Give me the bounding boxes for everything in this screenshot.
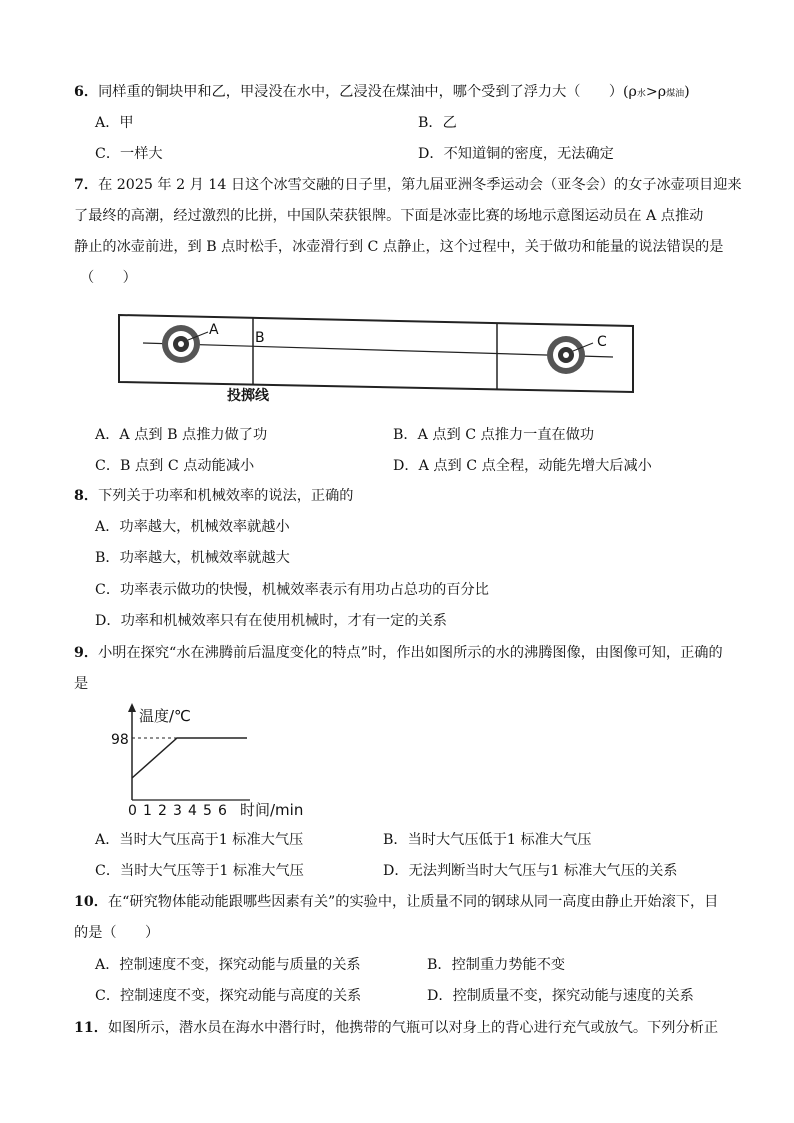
q9-text-1: 小明在探究“水在沸腾前后温度变化的特点”时，作出如图所示的水的沸腾图像，由图像可知，正确的 bbox=[98, 645, 723, 661]
q7-number: 7． bbox=[74, 177, 99, 193]
x-axis-label: 时间/min bbox=[240, 801, 304, 819]
q7-stem-line1 bbox=[74, 175, 742, 195]
q6-option-a[interactable]: A．甲 bbox=[95, 115, 134, 131]
q10-number: 10． bbox=[74, 894, 108, 910]
q6-rho-water-sub: 水 bbox=[636, 89, 646, 99]
y-axis-label: 温度/℃ bbox=[139, 707, 191, 725]
x-tick-5: 5 bbox=[203, 803, 212, 819]
q7-option-d[interactable]: D．A 点到 C 点全程，动能先增大后减小 bbox=[393, 458, 652, 474]
q10-text-1: 在“研究物体能动能跟哪些因素有关”的实验中，让质量不同的钢球从同一高度由静止开始滚下，目 bbox=[107, 894, 719, 910]
q6-number: 6． bbox=[74, 84, 99, 100]
q7-stem-line2: 了最终的高潮，经过激烈的比拼，中国队荣获银牌。下面是冰壶比赛的场地示意图运动员在 A 点推动 bbox=[74, 208, 704, 224]
q9-option-b[interactable]: B．当时大气压低于1 标准大气压 bbox=[383, 832, 592, 848]
q8-number: 8． bbox=[74, 488, 99, 504]
q6-option-c[interactable]: C．一样大 bbox=[95, 146, 163, 162]
q11-stem bbox=[74, 1018, 718, 1038]
q10-option-d[interactable]: D．控制质量不变，探究动能与速度的关系 bbox=[427, 988, 694, 1004]
x-tick-2: 2 bbox=[158, 803, 167, 819]
q6-close: ) bbox=[684, 84, 690, 100]
q10-option-c[interactable]: C．控制速度不变，探究动能与高度的关系 bbox=[95, 988, 362, 1004]
q8-stem bbox=[74, 486, 353, 506]
q9-option-a[interactable]: A．当时大气压高于1 标准大气压 bbox=[95, 832, 304, 848]
q6-rho-kerosene-sub: 煤油 bbox=[666, 89, 685, 99]
q9-option-c[interactable]: C．当时大气压等于1 标准大气压 bbox=[95, 863, 304, 879]
label-b: B bbox=[255, 330, 265, 346]
x-tick-labels bbox=[128, 803, 227, 819]
q8-option-c[interactable]: C．功率表示做功的快慢，机械效率表示有用功占总功的百分比 bbox=[95, 582, 489, 598]
q7-option-b[interactable]: B．A 点到 C 点推力一直在做功 bbox=[393, 427, 595, 443]
q7-text-1: 在 2025 年 2 月 14 日这个冰雪交融的日子里，第九届亚洲冬季运动会（亚冬会）的女子冰壶项目迎来 bbox=[98, 177, 742, 193]
q9-stem-line1 bbox=[74, 643, 723, 663]
center-line bbox=[143, 343, 613, 357]
label-a: A bbox=[209, 322, 219, 338]
q8-text: 下列关于功率和机械效率的说法，正确的 bbox=[98, 488, 354, 504]
house-c bbox=[547, 336, 585, 374]
x-tick-6: 6 bbox=[218, 803, 227, 819]
y-tick-98: 98 bbox=[111, 732, 129, 748]
x-tick-0: 0 bbox=[128, 803, 137, 819]
q6-option-b[interactable]: B．乙 bbox=[418, 115, 457, 131]
house-a bbox=[162, 325, 200, 363]
q6-option-d[interactable]: D．不知道铜的密度，无法确定 bbox=[418, 146, 614, 162]
q6-gt: >ρ bbox=[645, 84, 667, 100]
curling-rink-figure bbox=[115, 310, 640, 410]
q8-option-b[interactable]: B．功率越大，机械效率就越大 bbox=[95, 550, 290, 566]
q7-stem-line3: 静止的冰壶前进，到 B 点时松手，冰壶滑行到 C 点静止，这个过程中，关于做功和能量的说法错误的是 bbox=[74, 239, 724, 255]
throw-line-caption: 投掷线 bbox=[227, 388, 269, 404]
q9-number: 9． bbox=[74, 645, 99, 661]
label-c: C bbox=[597, 334, 607, 350]
q7-stem-line4: （ ） bbox=[80, 270, 137, 286]
q8-option-a[interactable]: A．功率越大，机械效率就越小 bbox=[95, 519, 290, 535]
q10-option-a[interactable]: A．控制速度不变，探究动能与质量的关系 bbox=[95, 957, 361, 973]
x-tick-3: 3 bbox=[173, 803, 182, 819]
q9-option-d[interactable]: D．无法判断当时大气压与1 标准大气压的关系 bbox=[383, 863, 678, 879]
x-tick-4: 4 bbox=[188, 803, 197, 819]
y-axis-arrow bbox=[128, 703, 136, 712]
q11-text: 如图所示，潜水员在海水中潜行时，他携带的气瓶可以对身上的背心进行充气或放气。下列分析正 bbox=[107, 1020, 719, 1036]
q10-option-b[interactable]: B．控制重力势能不变 bbox=[427, 957, 566, 973]
boiling-graph bbox=[110, 700, 340, 825]
x-tick-1: 1 bbox=[143, 803, 152, 819]
q11-number: 11． bbox=[74, 1020, 108, 1036]
q10-stem-line2: 的是（ ） bbox=[74, 925, 160, 941]
q8-option-d[interactable]: D．功率和机械效率只有在使用机械时，才有一定的关系 bbox=[95, 613, 447, 629]
q7-option-c[interactable]: C．B 点到 C 点动能减小 bbox=[95, 458, 255, 474]
q10-stem-line1 bbox=[74, 892, 718, 912]
q9-stem-line2: 是 bbox=[74, 676, 89, 692]
q6-text: 同样重的铜块甲和乙，甲浸没在水中，乙浸没在煤油中，哪个受到了浮力大（ ）(ρ bbox=[98, 84, 637, 100]
q7-option-a[interactable]: A．A 点到 B 点推力做了功 bbox=[95, 427, 268, 443]
q6-stem bbox=[74, 82, 690, 104]
temperature-line bbox=[132, 738, 247, 778]
